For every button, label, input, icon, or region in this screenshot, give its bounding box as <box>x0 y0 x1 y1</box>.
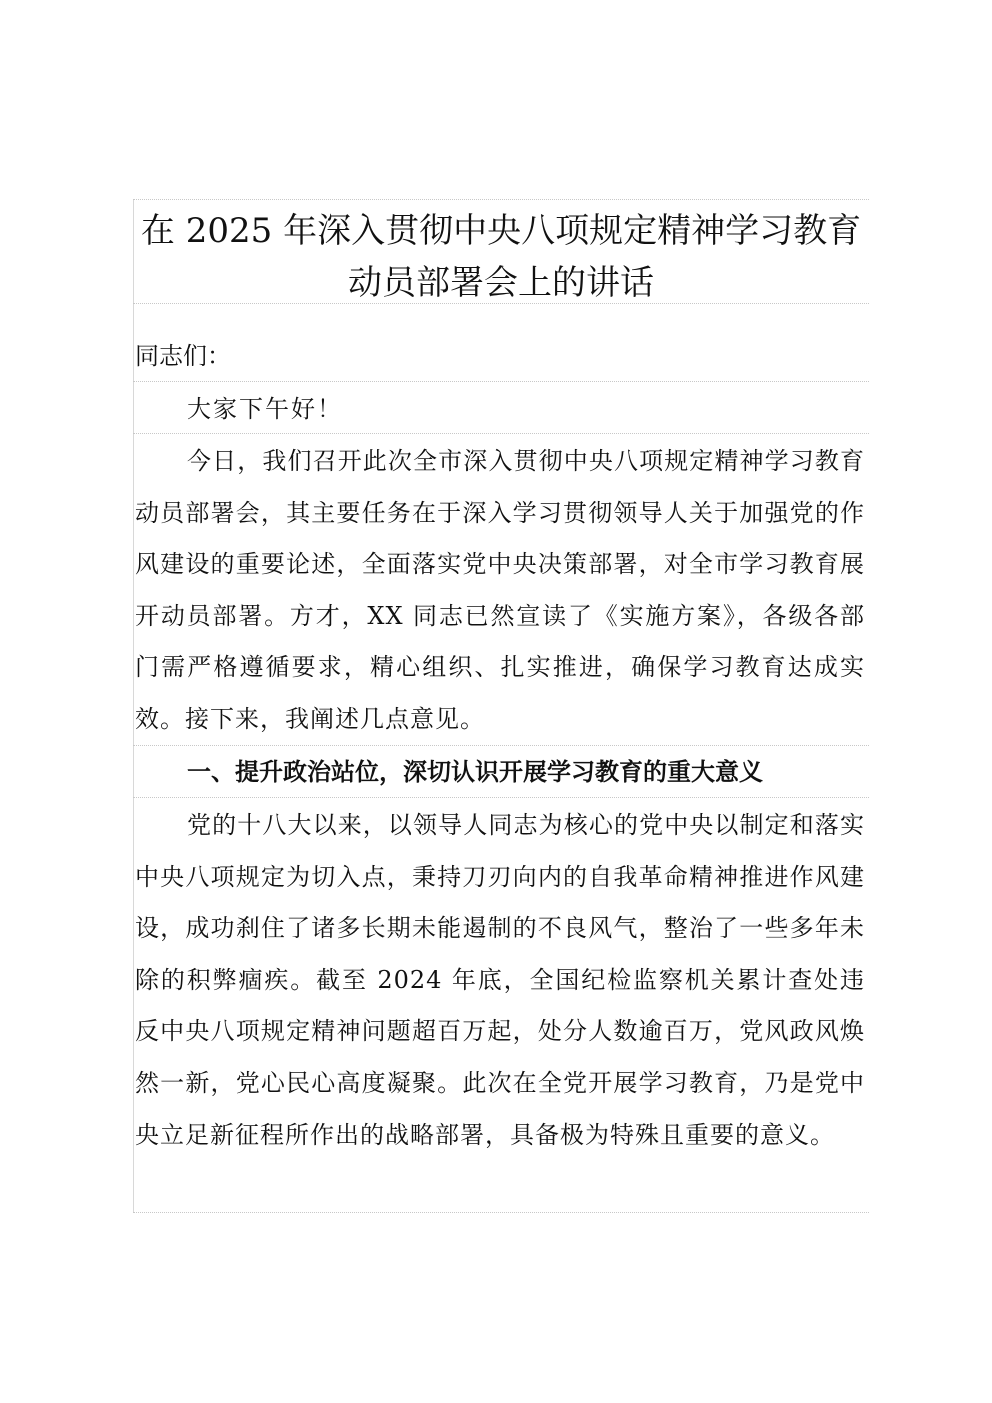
document-page <box>133 199 869 1213</box>
divider <box>133 433 869 434</box>
body-paragraph-1: 今日，我们召开此次全市深入贯彻中央八项规定精神学习教育动员部署会，其主要任务在于深入学习贯彻领导人关于加强党的作风建设的重要论述，全面落实党中央决策部署，对全市学习教育展开动员部署。方才，XX 同志已然宣读了《实施方案》，各级各部门需严格遵循要求，精心组织、扎实推进，确保学习教育达成实效。接下来，我阐述几点意见。 <box>135 447 865 733</box>
greeting: 大家下午好！ <box>187 395 343 423</box>
divider <box>133 797 869 798</box>
divider <box>133 745 869 746</box>
divider <box>133 381 869 382</box>
salutation: 同志们： <box>135 342 231 370</box>
body-paragraph-2: 党的十八大以来，以领导人同志为核心的党中央以制定和落实中央八项规定为切入点，秉持刀刃向内的自我革命精神推进作风建设，成功刹住了诸多长期未能遏制的不良风气，整治了一些多年未除的积弊痼疾。截至 2024 年底，全国纪检监察机关累计查处违反中央八项规定精神问题超百万起，处分人数逾百万，党风政风焕然一新，党心民心高度凝聚。此次在全党开展学习教育，乃是党中央立足新征程所作出的战略部署，具备极为特殊且重要的意义。 <box>135 811 865 1149</box>
page-frame-top-rule <box>133 199 869 200</box>
document-title: 在 2025 年深入贯彻中央八项规定精神学习教育动员部署会上的讲话 <box>140 211 862 303</box>
section-heading-1: 一、提升政治站位，深切认识开展学习教育的重大意义 <box>187 758 763 786</box>
divider <box>133 303 869 304</box>
page-frame-left-rule <box>133 199 134 1213</box>
page-frame-bottom-rule <box>133 1212 869 1213</box>
